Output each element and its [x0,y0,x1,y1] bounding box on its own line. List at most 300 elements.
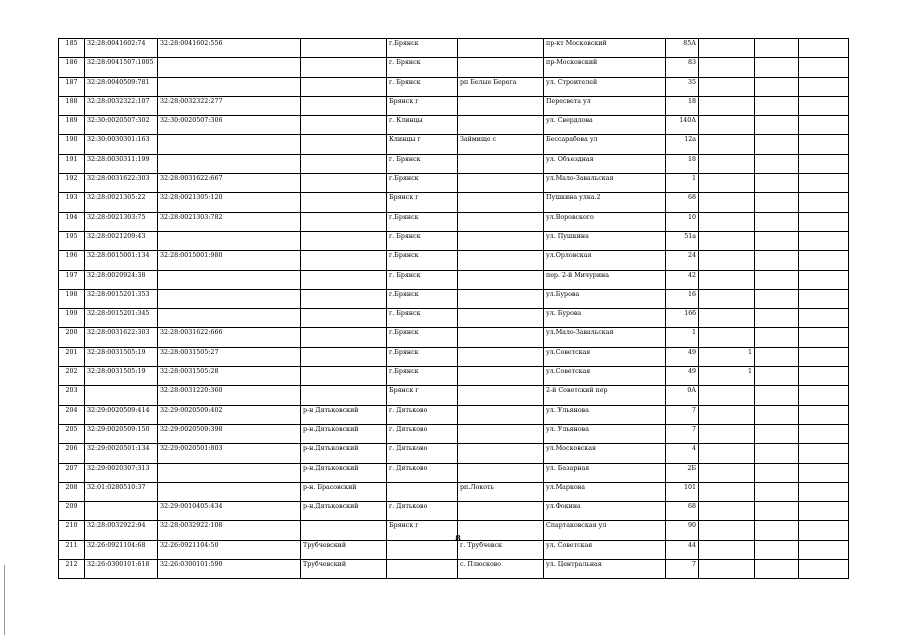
cell-house: 16б [666,309,699,328]
cell-district [301,309,387,328]
cell-city: г. Брянск [387,309,458,328]
cell-row-number: 193 [59,193,85,212]
cell-city: г.Брянск [387,212,458,231]
table-row [59,212,849,231]
cell-street: ул.Советская [544,347,666,366]
cell-extra [699,328,755,347]
cell-empty [755,424,799,443]
cell-extra [699,560,755,579]
cell-house: 68 [666,193,699,212]
cell-house: 83 [666,58,699,77]
cell-row-number: 186 [59,58,85,77]
table-row [59,174,849,193]
cell-empty [755,270,799,289]
cell-empty [799,482,849,501]
cell-empty [755,463,799,482]
cell-city: г. Дятьково [387,463,458,482]
cell-extra [699,116,755,135]
cell-district: р-н Дятьковский [301,405,387,424]
cell-street: ул.Мало-Завальская [544,328,666,347]
cell-locality [458,502,544,521]
cell-city: г. Клинцы [387,116,458,135]
table-body [59,39,849,579]
cell-district [301,231,387,250]
cell-extra [699,193,755,212]
cell-district: Трубчевский [301,540,387,559]
cell-empty [799,521,849,540]
cell-street: ул.Бурова [544,289,666,308]
cell-city: г. Дятьково [387,405,458,424]
cell-cadastral-number-2: 32:28:0021303:782 [158,212,301,231]
cell-row-number: 207 [59,463,85,482]
cell-cadastral-number-2 [158,463,301,482]
cell-locality [458,154,544,173]
cell-extra [699,212,755,231]
cell-district [301,77,387,96]
cell-cadastral-number [85,386,158,405]
cell-house: 101 [666,482,699,501]
cell-empty [755,328,799,347]
cell-locality: Займище с [458,135,544,154]
cell-cadastral-number: 32:28:0031505:19 [85,347,158,366]
cell-empty [799,309,849,328]
cell-street: ул. Строителей [544,77,666,96]
cell-city [387,540,458,559]
cell-extra [699,135,755,154]
cell-extra [699,444,755,463]
cell-house: 1 [666,174,699,193]
cell-street: ул.Орловская [544,251,666,270]
cell-cadastral-number-2: 32:29:0020509:398 [158,424,301,443]
cell-empty [799,77,849,96]
cell-street: ул.Советская [544,367,666,386]
table-row [59,289,849,308]
cell-house: 4 [666,444,699,463]
cell-street: ул. Пушкина [544,231,666,250]
cell-cadastral-number-2: 32:28:0032322:277 [158,96,301,115]
cell-empty [755,251,799,270]
cell-cadastral-number: 32:29:0020501:134 [85,444,158,463]
cell-cadastral-number [85,502,158,521]
cell-cadastral-number: 32:28:0031505:19 [85,367,158,386]
cell-row-number: 200 [59,328,85,347]
cell-cadastral-number: 32:29:0020307:313 [85,463,158,482]
cell-street: ул. Ульянова [544,424,666,443]
cell-street: пр-кт Московский [544,39,666,58]
scan-edge-line [4,565,5,635]
cell-cadastral-number-2 [158,58,301,77]
cell-empty [799,116,849,135]
cell-row-number: 208 [59,482,85,501]
cell-extra [699,154,755,173]
cell-house: 12а [666,135,699,154]
cell-locality [458,251,544,270]
cell-district: Трубчевский [301,560,387,579]
cell-cadastral-number-2 [158,482,301,501]
cell-cadastral-number-2: 32:28:0031622:666 [158,328,301,347]
table-row [59,540,849,559]
cell-locality [458,39,544,58]
cell-cadastral-number-2 [158,77,301,96]
cell-empty [799,386,849,405]
cell-cadastral-number-2: 32:26:0921104:50 [158,540,301,559]
cell-cadastral-number: 32:01:0280510:37 [85,482,158,501]
cell-city: г. Брянск [387,270,458,289]
cell-row-number: 202 [59,367,85,386]
table-row [59,463,849,482]
cell-empty [799,444,849,463]
cell-city: г. Брянск [387,77,458,96]
cell-cadastral-number: 32:30:0020507:302 [85,116,158,135]
cell-cadastral-number: 32:28:0041602:74 [85,39,158,58]
table-row [59,444,849,463]
cell-city: Брянск г [387,193,458,212]
cell-cadastral-number: 32:28:0031622:303 [85,328,158,347]
cell-cadastral-number: 32:26:0921104:68 [85,540,158,559]
cell-empty [755,309,799,328]
cell-house: 35 [666,77,699,96]
cell-empty [799,424,849,443]
table-row [59,116,849,135]
table-row [59,347,849,366]
cell-cadastral-number: 32:28:0015201:345 [85,309,158,328]
cell-district [301,154,387,173]
cell-cadastral-number-2 [158,309,301,328]
cell-row-number: 189 [59,116,85,135]
cell-house: 7 [666,405,699,424]
cell-extra [699,405,755,424]
cell-empty [755,347,799,366]
cell-row-number: 211 [59,540,85,559]
cell-extra: 1 [699,347,755,366]
cell-street: 2-й Советский пер [544,386,666,405]
cell-empty [755,540,799,559]
cell-city: г. Брянск [387,231,458,250]
cell-district [301,39,387,58]
cell-empty [755,502,799,521]
cell-row-number: 192 [59,174,85,193]
cell-cadastral-number: 32:28:0032322:107 [85,96,158,115]
cell-row-number: 195 [59,231,85,250]
cell-empty [755,116,799,135]
cell-row-number: 196 [59,251,85,270]
cell-extra [699,540,755,559]
cell-row-number: 206 [59,444,85,463]
cell-locality [458,424,544,443]
cell-house: 9А [666,386,699,405]
cell-house: 18 [666,154,699,173]
registry-table [58,38,849,579]
cell-row-number: 185 [59,39,85,58]
cell-empty [755,174,799,193]
cell-row-number: 210 [59,521,85,540]
cell-city: г. Брянск [387,58,458,77]
cell-row-number: 197 [59,270,85,289]
cell-locality [458,405,544,424]
cell-cadastral-number: 32:28:0032922:94 [85,521,158,540]
table-row [59,309,849,328]
cell-locality [458,444,544,463]
cell-extra [699,289,755,308]
cell-cadastral-number: 32:30:0030301:163 [85,135,158,154]
cell-cadastral-number-2: 32:26:0300101:590 [158,560,301,579]
cell-street: Пересвета ул [544,96,666,115]
cell-street: ул.Мало-Завальская [544,174,666,193]
cell-city [387,482,458,501]
cell-cadastral-number-2: 32:30:0020507:306 [158,116,301,135]
cell-cadastral-number: 32:26:0300101:618 [85,560,158,579]
cell-house: 85А [666,39,699,58]
table-row [59,270,849,289]
cell-row-number: 198 [59,289,85,308]
table-row [59,328,849,347]
cell-empty [755,96,799,115]
cell-street: ул. Объездная [544,154,666,173]
cell-empty [755,405,799,424]
cell-locality [458,96,544,115]
cell-empty [755,444,799,463]
cell-empty [755,77,799,96]
cell-locality [458,58,544,77]
cell-cadastral-number-2: 32:28:0031505:27 [158,347,301,366]
cell-locality [458,231,544,250]
cell-city: г. Дятьково [387,502,458,521]
table-row [59,482,849,501]
cell-street: ул. Базарная [544,463,666,482]
cell-locality [458,463,544,482]
cell-district [301,251,387,270]
cell-house: 42 [666,270,699,289]
cell-cadastral-number-2: 32:28:0032922:108 [158,521,301,540]
cell-house: 10 [666,212,699,231]
cell-house: 2Б [666,463,699,482]
cell-empty [755,521,799,540]
cell-row-number: 201 [59,347,85,366]
cell-house: 7 [666,560,699,579]
cell-district: р-н.Дятьковский [301,444,387,463]
cell-row-number: 203 [59,386,85,405]
table-row [59,193,849,212]
cell-cadastral-number: 32:28:0041507:1005 [85,58,158,77]
cell-city: Брянск г [387,96,458,115]
cell-extra [699,270,755,289]
cell-locality [458,328,544,347]
cell-locality: с. Плюсково [458,560,544,579]
cell-district: р-н.Дятьковский [301,463,387,482]
cell-district: р-н.Дятьковский [301,502,387,521]
cell-cadastral-number-2: 32:28:0015001:980 [158,251,301,270]
cell-empty [799,193,849,212]
cell-district [301,96,387,115]
cell-empty [799,174,849,193]
cell-empty [755,386,799,405]
cell-district [301,386,387,405]
cell-empty [755,58,799,77]
table-row [59,502,849,521]
cell-extra [699,96,755,115]
cell-extra: 1 [699,367,755,386]
table-row [59,405,849,424]
cell-street: ул.Фокина [544,502,666,521]
cell-house: 49 [666,347,699,366]
table-row [59,39,849,58]
cell-locality [458,212,544,231]
cell-locality [458,289,544,308]
cell-city: г.Брянск [387,39,458,58]
cell-cadastral-number-2: 32:29:0020509:402 [158,405,301,424]
cell-row-number: 212 [59,560,85,579]
cell-district [301,212,387,231]
table-row [59,251,849,270]
cell-empty [799,560,849,579]
cell-city [387,560,458,579]
cell-empty [755,154,799,173]
cell-street: пр-Московский [544,58,666,77]
cell-city: г.Брянск [387,367,458,386]
cell-row-number: 205 [59,424,85,443]
cell-district [301,328,387,347]
cell-city: г. Брянск [387,154,458,173]
cell-empty [799,502,849,521]
cell-cadastral-number: 32:28:0020924:38 [85,270,158,289]
table-row [59,58,849,77]
cell-locality [458,174,544,193]
cell-city: г.Брянск [387,328,458,347]
cell-empty [755,289,799,308]
cell-cadastral-number: 32:29:0020509:150 [85,424,158,443]
cell-cadastral-number: 32:28:0021305:22 [85,193,158,212]
cell-district [301,347,387,366]
table-row [59,424,849,443]
cell-house: 1 [666,328,699,347]
cell-district [301,135,387,154]
cell-empty [799,96,849,115]
cell-house: 18 [666,96,699,115]
cell-extra [699,77,755,96]
cell-extra [699,424,755,443]
cell-extra [699,251,755,270]
cell-empty [755,482,799,501]
cell-locality [458,386,544,405]
cell-extra [699,39,755,58]
cell-locality [458,193,544,212]
cell-district [301,289,387,308]
cell-cadastral-number-2 [158,270,301,289]
cell-empty [799,328,849,347]
cell-locality: г. Трубчевск [458,540,544,559]
cell-cadastral-number-2: 32:28:0031220:360 [158,386,301,405]
cell-cadastral-number: 32:29:0020509:414 [85,405,158,424]
cell-locality [458,521,544,540]
cell-empty [755,39,799,58]
cell-city: г.Брянск [387,251,458,270]
cell-extra [699,58,755,77]
cell-district [301,174,387,193]
cell-street: ул.Московская [544,444,666,463]
cell-city: г.Брянск [387,174,458,193]
cell-cadastral-number: 32:28:0021303:75 [85,212,158,231]
cell-house: 140А [666,116,699,135]
cell-street: ул.Воровского [544,212,666,231]
cell-locality [458,367,544,386]
cell-house: 24 [666,251,699,270]
cell-house: 68 [666,502,699,521]
cell-street: Спартаковская ул [544,521,666,540]
cell-street: Пушкина улка.2 [544,193,666,212]
cell-locality [458,270,544,289]
cell-empty [799,135,849,154]
cell-extra [699,482,755,501]
cell-cadastral-number-2: 32:29:0010405:434 [158,502,301,521]
cell-district [301,367,387,386]
cell-empty [799,540,849,559]
cell-locality [458,347,544,366]
cell-empty [799,463,849,482]
cell-row-number: 187 [59,77,85,96]
table-row [59,560,849,579]
cell-street: Бессарабова ул [544,135,666,154]
cell-cadastral-number-2: 32:29:0020501:803 [158,444,301,463]
cell-empty [799,39,849,58]
cell-row-number: 190 [59,135,85,154]
cell-locality [458,309,544,328]
cell-cadastral-number-2 [158,289,301,308]
cell-empty [755,560,799,579]
cell-city: г.Брянск [387,347,458,366]
cell-street: ул. Ульянова [544,405,666,424]
cell-street: пер. 2-й Мичурина [544,270,666,289]
cell-row-number: 199 [59,309,85,328]
cell-empty [799,367,849,386]
cell-street: ул. Бурова [544,309,666,328]
cell-house: 90 [666,521,699,540]
cell-cadastral-number-2 [158,154,301,173]
cell-empty [799,251,849,270]
cell-house: 51а [666,231,699,250]
cell-empty [799,58,849,77]
cell-extra [699,174,755,193]
table-row [59,367,849,386]
cell-row-number: 209 [59,502,85,521]
cell-empty [755,193,799,212]
cell-city: г. Дятьково [387,424,458,443]
cell-district [301,521,387,540]
cell-cadastral-number: 32:28:0021209:43 [85,231,158,250]
cell-district [301,270,387,289]
cell-empty [799,154,849,173]
cell-extra [699,386,755,405]
cell-cadastral-number-2 [158,135,301,154]
cell-empty [755,135,799,154]
cell-city: Брянск г [387,386,458,405]
cell-house: 7 [666,424,699,443]
table-row [59,135,849,154]
cell-empty [799,347,849,366]
cell-empty [799,289,849,308]
cell-cadastral-number-2: 32:28:0041602:556 [158,39,301,58]
cell-cadastral-number: 32:28:0031622:303 [85,174,158,193]
cell-extra [699,231,755,250]
cell-row-number: 188 [59,96,85,115]
cell-cadastral-number: 32:28:0015201:353 [85,289,158,308]
cell-cadastral-number-2: 32:28:0031505:28 [158,367,301,386]
table-row [59,386,849,405]
cell-empty [799,405,849,424]
cell-extra [699,309,755,328]
cell-cadastral-number-2 [158,231,301,250]
cell-house: 16 [666,289,699,308]
cell-locality [458,116,544,135]
